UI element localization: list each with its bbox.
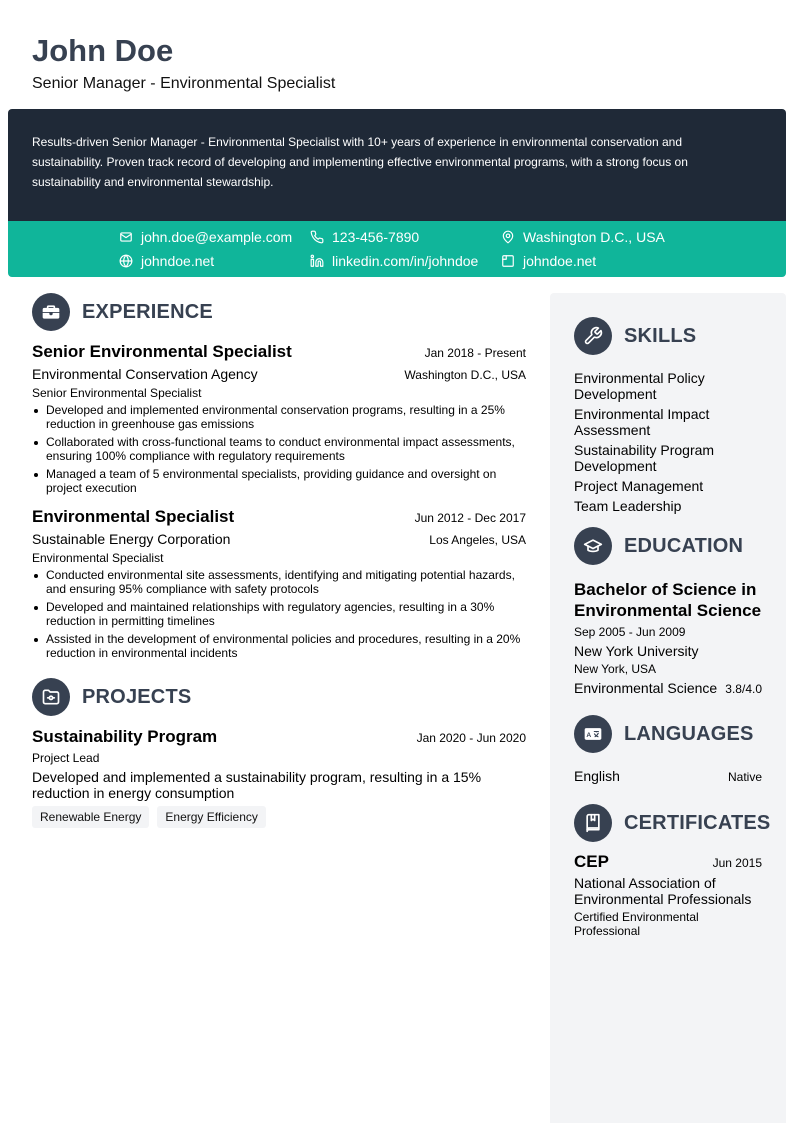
job-bullet: Assisted in the development of environmental policies and procedures, resulting in a 20% reduction in environmental incidents xyxy=(32,632,526,660)
project-role: Project Lead xyxy=(32,751,100,765)
job-role: Senior Environmental Specialist xyxy=(32,386,202,400)
education-section-header xyxy=(574,527,762,565)
contact-linkedin[interactable] xyxy=(310,251,478,271)
job-location: Washington D.C., USA xyxy=(404,368,526,382)
contact-phone[interactable] xyxy=(310,227,419,247)
summary-panel xyxy=(8,109,786,221)
language-name: English xyxy=(574,768,620,784)
language-level: Native xyxy=(727,770,762,784)
experience-item xyxy=(32,342,526,495)
project-tags xyxy=(32,806,526,828)
language-item xyxy=(574,768,762,784)
certificate-description: Certified Environmental Professional xyxy=(574,910,699,938)
education-school: New York University xyxy=(574,643,699,659)
candidate-name: John Doe xyxy=(32,33,174,68)
skill-item: Environmental Impact Assessment xyxy=(574,406,710,438)
certificate-issuer: National Association of Environmental Professionals xyxy=(574,875,752,907)
map-pin-icon xyxy=(501,230,515,244)
phone-icon xyxy=(310,230,324,244)
candidate-title: Senior Manager - Environmental Specialist xyxy=(32,75,336,92)
skills-list xyxy=(574,370,762,514)
svg-text:A: A xyxy=(586,731,592,739)
certificate-item xyxy=(574,852,762,938)
contact-portfolio-text: johndoe.net xyxy=(523,253,597,269)
sidebar xyxy=(550,293,786,1123)
envelope-icon xyxy=(119,230,133,244)
project-date: Jan 2020 - Jun 2020 xyxy=(416,731,526,745)
project-tag: Energy Efficiency xyxy=(157,806,266,828)
skill-item: Sustainability Program Development xyxy=(574,442,715,474)
contact-website-text: johndoe.net xyxy=(141,253,215,269)
job-date: Jun 2012 - Dec 2017 xyxy=(414,511,526,525)
job-bullet: Developed and maintained relationships with regulatory agencies, resulting in a 30% reduction in permitting timelines xyxy=(32,600,526,628)
project-item xyxy=(32,727,526,828)
job-date: Jan 2018 - Present xyxy=(424,346,526,360)
projects-heading: PROJECTS xyxy=(82,685,192,708)
contact-website[interactable] xyxy=(119,251,214,271)
education-degree: Bachelor of Science in Environmental Science xyxy=(574,580,762,620)
job-bullet: Managed a team of 5 environmental specialists, providing guidance and oversight on project execution xyxy=(32,467,526,495)
graduation-cap-icon xyxy=(574,527,612,565)
translate-icon xyxy=(574,715,612,753)
education-location: New York, USA xyxy=(574,662,657,676)
skills-section-header xyxy=(574,317,762,355)
education-heading: EDUCATION xyxy=(624,534,744,557)
certificates-section-header xyxy=(574,804,771,842)
projects-section-header xyxy=(32,678,526,716)
job-bullet: Conducted environmental site assessments, identifying and mitigating potential hazards, and ensuring 95% compliance with safety protocols xyxy=(32,568,526,596)
folder-icon xyxy=(32,678,70,716)
main-column xyxy=(32,293,526,828)
skills-heading: SKILLS xyxy=(624,324,697,347)
portfolio-icon xyxy=(501,254,515,268)
contact-location xyxy=(501,227,665,247)
project-tag: Renewable Energy xyxy=(32,806,149,828)
experience-heading: EXPERIENCE xyxy=(82,300,213,323)
job-location: Los Angeles, USA xyxy=(429,533,526,547)
job-title: Senior Environmental Specialist xyxy=(32,342,292,361)
contact-email[interactable] xyxy=(119,227,292,247)
certificate-name: CEP xyxy=(574,852,609,871)
job-bullet: Collaborated with cross-functional teams to conduct environmental impact assessments, ensuring 100% compliance with regulatory requirements xyxy=(32,435,526,463)
job-bullet: Developed and implemented environmental conservation programs, resulting in a 25% reduction in greenhouse gas emissions xyxy=(32,403,526,431)
certificates-heading: CERTIFICATES xyxy=(624,811,771,834)
education-item xyxy=(574,579,762,696)
contact-location-text: Washington D.C., USA xyxy=(523,229,665,245)
education-field: Environmental Science xyxy=(574,680,718,696)
contact-phone-text: 123-456-7890 xyxy=(332,229,420,245)
contact-linkedin-text: linkedin.com/in/johndoe xyxy=(332,253,479,269)
globe-icon xyxy=(119,254,133,268)
contact-bar xyxy=(8,221,786,277)
job-title: Environmental Specialist xyxy=(32,507,235,526)
job-company: Sustainable Energy Corporation xyxy=(32,531,231,547)
skill-item: Project Management xyxy=(574,478,704,494)
contact-email-text: john.doe@example.com xyxy=(141,229,293,245)
job-role: Environmental Specialist xyxy=(32,551,164,565)
experience-section-header xyxy=(32,293,526,331)
education-date: Sep 2005 - Jun 2009 xyxy=(574,625,686,639)
summary-text: Results-driven Senior Manager - Environmental Specialist with 10+ years of experience in environmental conservation and sustainability. Proven track record of developing and implementing effective environmental programs, with a strong focus on sustainability and environmental stewardship. xyxy=(32,135,688,189)
job-bullets xyxy=(32,568,526,660)
project-title: Sustainability Program xyxy=(32,727,218,746)
job-company: Environmental Conservation Agency xyxy=(32,366,258,382)
languages-section-header xyxy=(574,715,762,753)
skill-item: Team Leadership xyxy=(574,498,682,514)
languages-heading: LANGUAGES xyxy=(624,722,754,745)
certificate-date: Jun 2015 xyxy=(712,856,762,870)
briefcase-icon xyxy=(32,293,70,331)
job-bullets xyxy=(32,403,526,495)
experience-item xyxy=(32,507,526,660)
resume-header xyxy=(32,33,335,93)
book-bookmark-icon xyxy=(574,804,612,842)
wrench-icon xyxy=(574,317,612,355)
education-gpa: 3.8/4.0 xyxy=(725,682,762,696)
linkedin-icon xyxy=(310,254,324,268)
skill-item: Environmental Policy Development xyxy=(574,370,705,402)
project-description: Developed and implemented a sustainability program, resulting in a 15% reduction in energy consumption xyxy=(32,769,482,801)
contact-portfolio[interactable] xyxy=(501,251,596,271)
